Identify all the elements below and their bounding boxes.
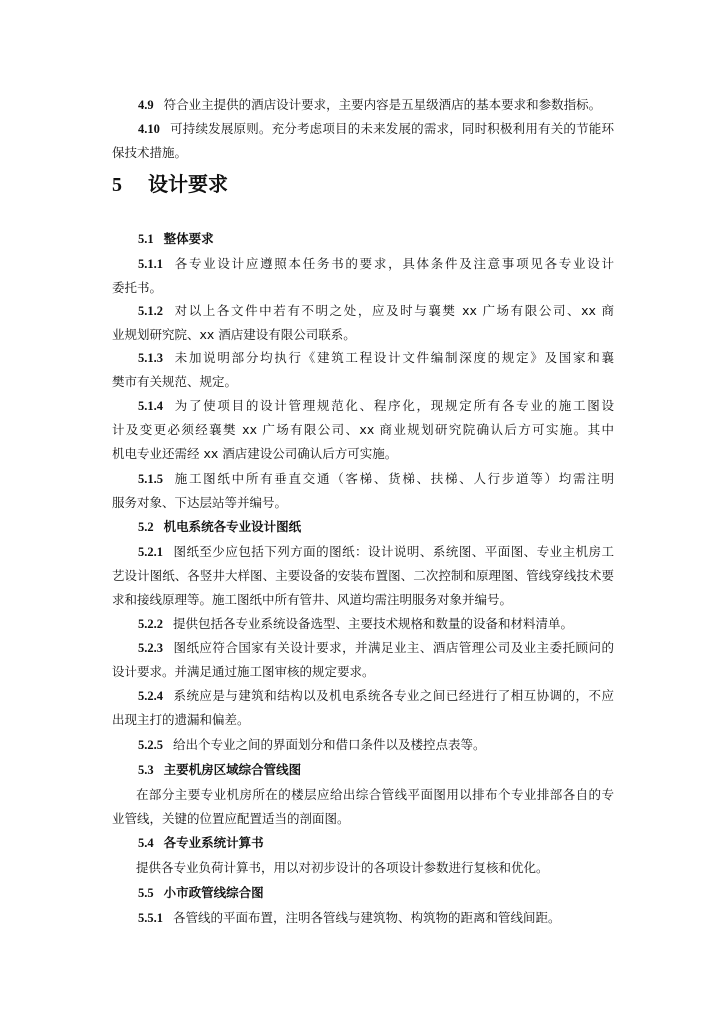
paragraph-text: 艺设计图纸、各竖井大样图、主要设备的安装布置图、二次控制和原理图、管线穿线技术要 xyxy=(112,568,614,583)
section-number: 5.4 xyxy=(138,836,154,850)
paragraph-number: 5.2.5 xyxy=(138,738,163,752)
paragraph-number: 5.1.5 xyxy=(138,472,163,486)
paragraph-text: 委托书。 xyxy=(112,280,163,295)
item-number: 4.10 xyxy=(138,122,160,136)
paragraph-text: 为了使项目的设计管理规范化、程序化，现规定所有各专业的施工图设 xyxy=(173,398,614,413)
paragraph-text: 服务对象、下达层站等并编号。 xyxy=(112,495,288,510)
section-5-1-heading xyxy=(112,227,614,251)
paragraph-5-2-5 xyxy=(112,733,614,757)
section-5-5-heading xyxy=(112,881,614,905)
paragraph-number: 5.1.4 xyxy=(138,399,163,413)
section-title: 机电系统各专业设计图纸 xyxy=(163,519,302,534)
paragraph-text: 未加说明部分均执行《建筑工程设计文件编制深度的规定》及国家和襄 xyxy=(173,350,614,365)
paragraph-number: 5.2.1 xyxy=(138,545,163,559)
paragraph-text: 机电专业还需经 xx 酒店建设公司确认后方可实施。 xyxy=(112,446,398,461)
paragraph-text: 对以上各文件中若有不明之处，应及时与襄樊 xx 广场有限公司、xx 商 xyxy=(173,303,614,318)
paragraph-text: 图纸至少应包括下列方面的图纸：设计说明、系统图、平面图、专业主机房工 xyxy=(173,544,614,559)
paragraph-text: 樊市有关规范、规定。 xyxy=(112,374,238,389)
section-title: 各专业系统计算书 xyxy=(163,835,264,850)
paragraph-5-1-3 xyxy=(112,346,614,394)
section-number: 5.2 xyxy=(138,520,154,534)
chapter-title: 设计要求 xyxy=(148,172,228,196)
item-4-10 xyxy=(112,117,614,165)
paragraph-5-1-5 xyxy=(112,467,614,515)
paragraph-text: 给出个专业之间的界面划分和借口条件以及楼控点表等。 xyxy=(173,737,486,752)
section-number: 5.5 xyxy=(138,886,154,900)
paragraph-5-2-3 xyxy=(112,636,614,684)
section-number: 5.1 xyxy=(138,232,154,246)
paragraph-text: 业规划研究院、xx 酒店建设有限公司联系。 xyxy=(112,327,356,342)
item-4-9 xyxy=(112,93,614,117)
paragraph-5-2-2 xyxy=(112,612,614,636)
section-number: 5.3 xyxy=(138,763,154,777)
paragraph-5-4 xyxy=(112,856,614,880)
paragraph-text: 各专业设计应遵照本任务书的要求，具体条件及注意事项见各专业设计 xyxy=(173,256,614,271)
paragraph-5-1-4 xyxy=(112,394,614,466)
paragraph-5-5-1 xyxy=(112,906,614,930)
item-text: 符合业主提供的酒店设计要求，主要内容是五星级酒店的基本要求和参数指标。 xyxy=(163,97,602,112)
paragraph-number: 5.5.1 xyxy=(138,911,163,925)
item-text: 保技术措施。 xyxy=(112,145,188,160)
paragraph-5-2-4 xyxy=(112,684,614,732)
chapter-number: 5 xyxy=(112,174,122,196)
paragraph-text: 设计要求。并满足通过施工图审核的规定要求。 xyxy=(112,664,375,679)
paragraph-text: 计及变更必须经襄樊 xx 广场有限公司、xx 商业规划研究院确认后方可实施。其中 xyxy=(112,422,614,437)
paragraph-text: 各管线的平面布置，注明各管线与建筑物、构筑物的距离和管线间距。 xyxy=(173,910,561,925)
paragraph-5-3 xyxy=(112,783,614,831)
paragraph-5-1-2 xyxy=(112,299,614,347)
paragraph-number: 5.1.1 xyxy=(138,257,163,271)
paragraph-text: 系统应是与建筑和结构以及机电系统各专业之间已经进行了相互协调的，不应 xyxy=(173,688,614,703)
section-5-2-heading xyxy=(112,515,614,539)
section-title: 小市政管线综合图 xyxy=(163,885,264,900)
paragraph-text: 图纸应符合国家有关设计要求，并满足业主、酒店管理公司及业主委托顾问的 xyxy=(173,640,614,655)
paragraph-text: 求和接线原理等。施工图纸中所有管井、风道均需注明服务对象并编号。 xyxy=(112,592,513,607)
paragraph-5-1-1 xyxy=(112,252,614,300)
paragraph-text: 出现主打的遗漏和偏差。 xyxy=(112,712,250,727)
paragraph-number: 5.2.4 xyxy=(138,689,163,703)
section-title: 整体要求 xyxy=(163,231,214,246)
paragraph-5-2-1 xyxy=(112,540,614,612)
paragraph-text: 施工图纸中所有垂直交通（客梯、货梯、扶梯、人行步道等）均需注明 xyxy=(173,471,614,486)
paragraph-text: 提供各专业负荷计算书，用以对初步设计的各项设计参数进行复核和优化。 xyxy=(136,860,549,875)
paragraph-number: 5.1.3 xyxy=(138,351,163,365)
paragraph-number: 5.2.3 xyxy=(138,641,163,655)
paragraph-number: 5.2.2 xyxy=(138,617,163,631)
paragraph-number: 5.1.2 xyxy=(138,304,163,318)
section-5-3-heading xyxy=(112,758,614,782)
paragraph-text: 业管线，关键的位置应配置适当的剖面图。 xyxy=(112,811,350,826)
paragraph-text: 在部分主要专业机房所在的楼层应给出综合管线平面图用以排布个专业排部各自的专 xyxy=(136,787,614,802)
section-title: 主要机房区域综合管线图 xyxy=(163,762,302,777)
item-text: 可持续发展原则。充分考虑项目的未来发展的需求，同时积极利用有关的节能环 xyxy=(169,121,614,136)
paragraph-text: 提供包括各专业系统设备选型、主要技术规格和数量的设备和材料清单。 xyxy=(173,616,574,631)
chapter-heading xyxy=(112,170,228,199)
item-number: 4.9 xyxy=(138,98,154,112)
section-5-4-heading xyxy=(112,831,614,855)
